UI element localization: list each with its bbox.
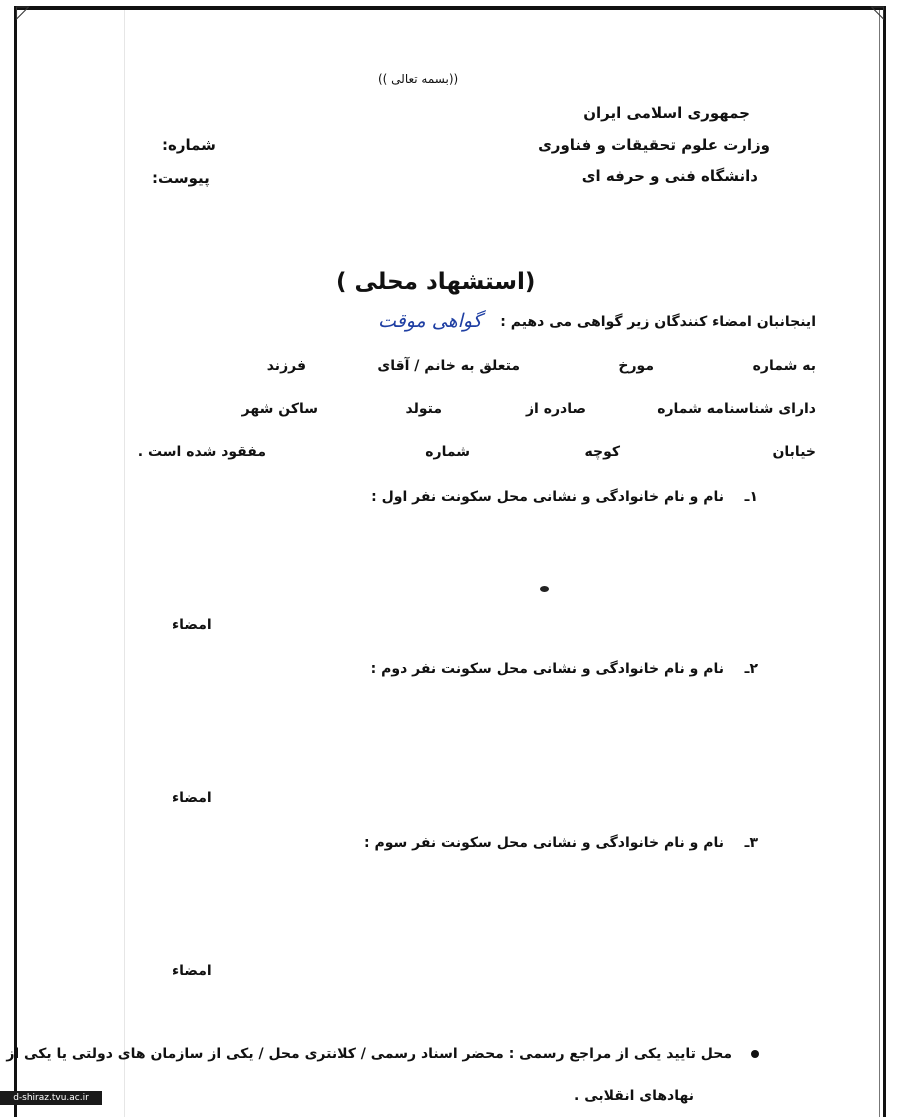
handwritten-note: گواهی موقت	[378, 310, 482, 332]
page-border-right	[883, 6, 886, 1117]
witness-3-text: نام و نام خانوادگی و نشانی محل سکونت نفر سوم :	[363, 835, 724, 851]
corner-mark-left: ◸	[16, 2, 30, 23]
field-owner: متعلق به خانم / آقای	[377, 358, 520, 374]
witness-1-signature: امضاء	[172, 617, 212, 633]
footnote-line-2: نهادهای انقلابی .	[574, 1088, 694, 1104]
page-border-left	[14, 6, 17, 1117]
attachment-label: پیوست:	[152, 169, 210, 187]
field-birth: متولد	[405, 401, 442, 417]
field-child-of: فرزند	[266, 358, 306, 374]
witness-1-number: ۱ـ	[744, 489, 758, 505]
number-label: شماره:	[162, 136, 216, 154]
witness-3-signature: امضاء	[172, 963, 212, 979]
witness-3-number: ۳ـ	[744, 835, 758, 851]
witness-2-number: ۲ـ	[744, 661, 758, 677]
field-id-number: دارای شناسنامه شماره	[657, 401, 816, 417]
field-alley: کوچه	[584, 444, 620, 460]
site-watermark: d-shiraz.tvu.ac.ir	[0, 1091, 102, 1105]
corner-mark-right: ◹	[870, 2, 884, 23]
org-line-2: وزارت علوم تحقیقات و فناوری	[538, 136, 770, 154]
field-lost-statement: مفقود شده است .	[137, 444, 266, 460]
org-line-1: جمهوری اسلامی ایران	[583, 104, 750, 122]
org-line-3: دانشگاه فنی و حرفه ای	[581, 167, 758, 185]
field-city: ساکن شهر	[241, 401, 318, 417]
basmala: ((بسمه تعالی ))	[378, 72, 459, 86]
footnote-line-1: محل تایید یکی از مراجع رسمی : محضر اسناد رسمی / کلانتری محل / یکی از سازمان های دولتی یا یکی از	[6, 1046, 732, 1062]
field-house-number: شماره	[425, 444, 470, 460]
field-issued-from: صادره از	[525, 401, 586, 417]
ink-dot	[540, 586, 549, 592]
witness-2-text: نام و نام خانوادگی و نشانی محل سکونت نفر دوم :	[370, 661, 724, 677]
field-street: خیابان	[772, 444, 816, 460]
page-border-top	[14, 6, 886, 10]
page-border-right-inner	[879, 10, 880, 1117]
document-title: (استشهاد محلی )	[336, 269, 536, 295]
witness-2-signature: امضاء	[172, 790, 212, 806]
field-date: مورخ	[618, 358, 654, 374]
witness-1-text: نام و نام خانوادگی و نشانی محل سکونت نفر اول :	[371, 489, 724, 505]
scan-fold-line	[124, 10, 125, 1117]
field-number: به شماره	[752, 358, 816, 374]
footnote-bullet	[751, 1050, 759, 1058]
intro-text: اینجانبان امضاء کنندگان زیر گواهی می دهیم :	[500, 314, 816, 330]
